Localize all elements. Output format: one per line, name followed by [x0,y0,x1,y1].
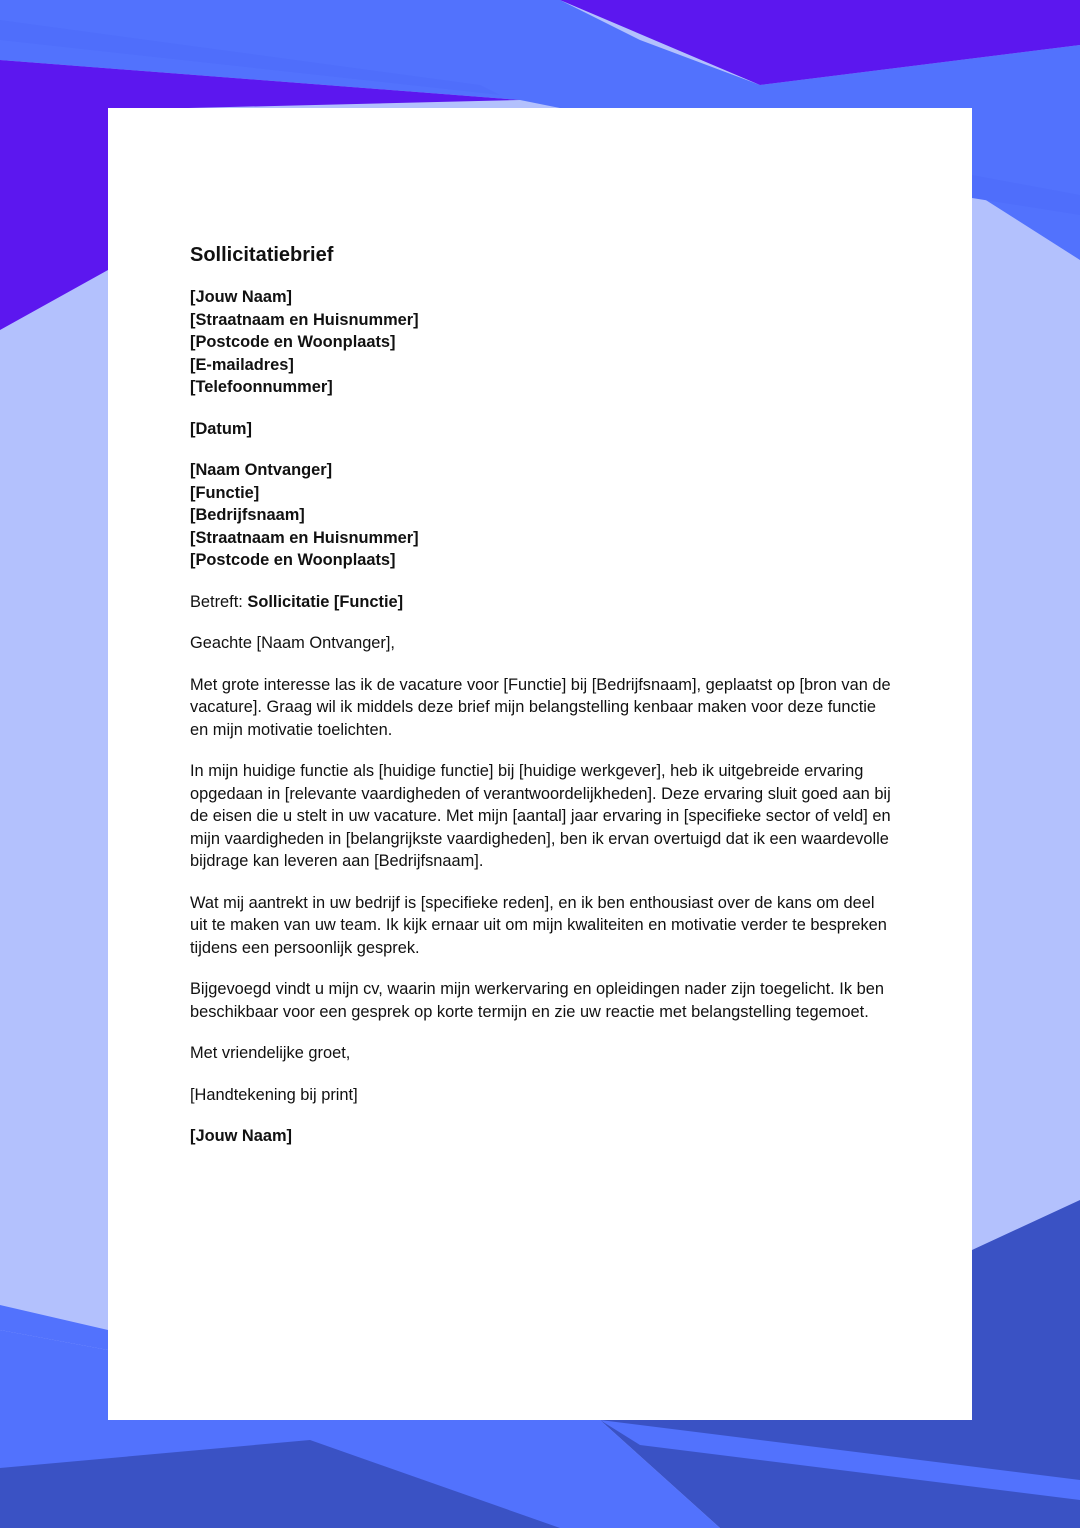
recipient-line: [Functie] [190,483,260,502]
sender-address [190,286,892,399]
sender-line: [E-mailadres] [190,355,294,374]
sender-line: [Postcode en Woonplaats] [190,333,396,351]
body-paragraph: Wat mij aantrekt in uw bedrijf is [specifieke reden], en ik ben enthousiast over de kans om deel uit te maken van uw team. Ik kijk ernaar uit om mijn kwaliteiten en motivatie verder te bespreken tijdens een persoonlijk gesprek. [190,893,887,957]
recipient-line: [Bedrijfsnaam] [190,506,305,524]
recipient-line: [Postcode en Woonplaats] [190,551,396,569]
document-title: Sollicitatiebrief [190,244,334,266]
body-paragraph: Met grote interesse las ik de vacature voor [Functie] bij [Bedrijfsnaam], geplaatst op [bron van de vacature]. Graag wil ik middels deze brief mijn belangstelling kenbaar maken voor deze functie en mijn motivatie toelichten. [190,675,891,739]
body-paragraph: In mijn huidige functie als [huidige functie] bij [huidige werkgever], heb ik uitgebreide ervaring opgedaan in [relevante vaardigheden of verantwoordelijkheden]. Deze ervaring sluit goed aan bij de eisen die u stelt in uw vacature. Met mijn [aantal] jaar ervaring in [specifieke sector of veld] en mijn vaardigheden in [belangrijkste vaardigheden], ben ik ervan overtuigd dat ik een waardevolle bijdrage kan leveren aan [Bedrijfsnaam]. [190,762,891,870]
letter-date: [Datum] [190,419,252,438]
closing: Met vriendelijke groet, [190,1044,351,1062]
sender-line: [Straatnaam en Huisnummer] [190,310,419,329]
salutation: Geachte [Naam Ontvanger], [190,634,395,652]
recipient-line: [Straatnaam en Huisnummer] [190,528,419,547]
recipient-address [190,459,892,572]
subject-line [190,591,892,614]
sender-line: [Jouw Naam] [190,288,293,306]
letter-page [108,108,972,1420]
signature-name: [Jouw Naam] [190,1127,293,1145]
recipient-line: [Naam Ontvanger] [190,461,333,479]
signature-note: [Handtekening bij print] [190,1085,358,1104]
sender-line: [Telefoonnummer] [190,378,333,396]
body-paragraph: Bijgevoegd vindt u mijn cv, waarin mijn werkervaring en opleidingen nader zijn toegelicht. Ik ben beschikbaar voor een gesprek op korte termijn en zie uw reactie met belangstelling tegemoet. [190,980,884,1021]
subject-prefix: Betreft: [190,592,243,611]
subject-text: Sollicitatie [Functie] [247,592,404,611]
